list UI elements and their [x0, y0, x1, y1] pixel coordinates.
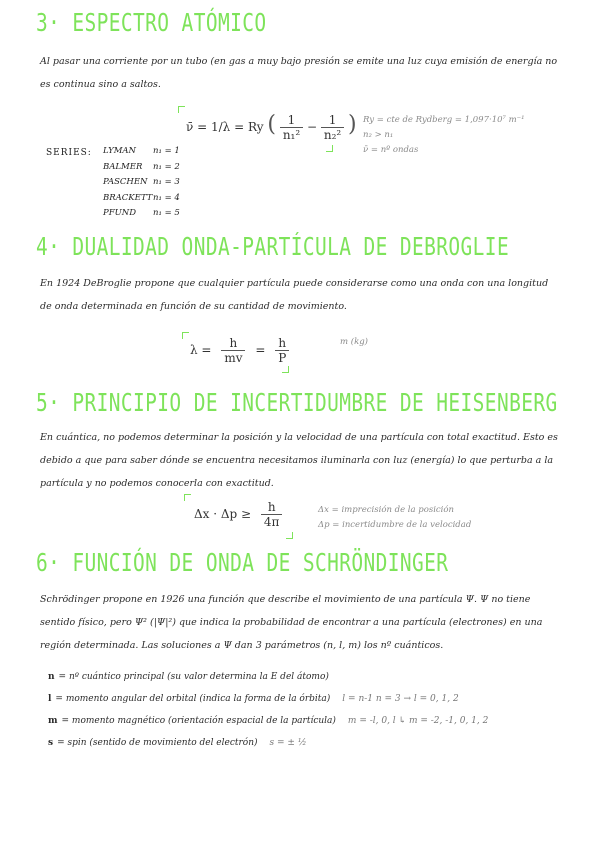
quantum-numbers-list [48, 666, 568, 754]
section-4-body: En 1924 DeBroglie propone que cualquier partícula puede considerarse como una onda con una longitud de onda determinada en función de su cantidad de movimiento. [40, 278, 549, 312]
formula-bracket-corner [286, 532, 293, 539]
heisenberg-notes: Δx = imprecisión de la posición Δp = incertidumbre de la velocidad [318, 505, 472, 530]
list-item: s = spin (sentido de movimiento del electrón) s = ± ½ [48, 738, 307, 748]
rydberg-formula: ν̄ = 1/λ = Ry ( $\frac{1}{\text{n₁²}}$ − $\frac{1}{\text{n₂²}}$ ) [186, 112, 357, 142]
formula-bracket-corner [182, 332, 189, 339]
rydberg-notes: Ry = cte de Rydberg = 1,097·10⁷ m⁻¹ n₂ > n₁ ν̄ = nº ondas [363, 115, 525, 155]
section-3-title: 3· ESPECTRO ATÓMICO [36, 8, 267, 37]
list-item: l = momento angular del orbital (indica la forma de la órbita) l = n-1 n = 3 → l = 0, 1, 2 [48, 694, 459, 704]
mass-unit-note: m (kg) [340, 337, 368, 347]
list-item: n = nº cuántico principal (su valor determina la E del átomo) [48, 672, 329, 682]
formula-bracket-corner [184, 494, 191, 501]
section-5-title: 5· PRINCIPIO DE INCERTIDUMBRE DE HEISENBERG [36, 388, 558, 417]
section-6-body: Schrödinger propone en 1926 una función que describe el movimiento de una partícula Ψ. Ψ no tiene sentido físico, pero Ψ² (|Ψ|²) que indica la probabilidad de encontrar a una partícula (electrones) en una región determinada. Las soluciones a Ψ dan 3 parámetros (n, l, m) los nº cuánticos. [40, 594, 543, 651]
series-list [103, 144, 180, 222]
section-4-title: 4· DUALIDAD ONDA-PARTÍCULA DE DEBROGLIE [36, 232, 510, 261]
series-label: SERIES: [46, 148, 92, 158]
section-5-body: En cuántica, no podemos determinar la posición y la velocidad de una partícula con total exactitud. Esto es debido a que para saber dónde se encuentra necesitamos iluminarla con luz (energía) lo que perturba a la partícula y no podemos conocerla con exactitud. [40, 432, 558, 489]
list-item: m = momento magnético (orientación espacial de la partícula) m = -l, 0, l ↳ m = -2, -1, 0, 1, 2 [48, 716, 489, 726]
debroglie-formula: λ = $\frac{h}{mv}$ = $\frac{h}{P}$ [190, 336, 289, 365]
heisenberg-formula: Δx · Δp ≥ $\frac{h}{4\pi}$ [194, 500, 282, 529]
section-6-title: 6· FUNCIÓN DE ONDA DE SCHRÖNDINGER [36, 548, 449, 577]
list-item: PFUND n₁ = 5 [103, 208, 180, 218]
formula-bracket-corner [178, 106, 185, 113]
list-item: LYMAN n₁ = 1 [103, 146, 180, 156]
formula-bracket-corner [326, 145, 333, 152]
list-item: BRACKETTn₁ = 4 [103, 192, 180, 203]
list-item: PASCHEN n₁ = 3 [103, 177, 180, 187]
list-item: BALMER n₁ = 2 [103, 161, 180, 172]
section-3-body: Al pasar una corriente por un tubo (en gas a muy bajo presión se emite una luz cuya emisión de energía no es continua sino a saltos. [40, 56, 558, 90]
formula-bracket-corner [282, 366, 289, 373]
